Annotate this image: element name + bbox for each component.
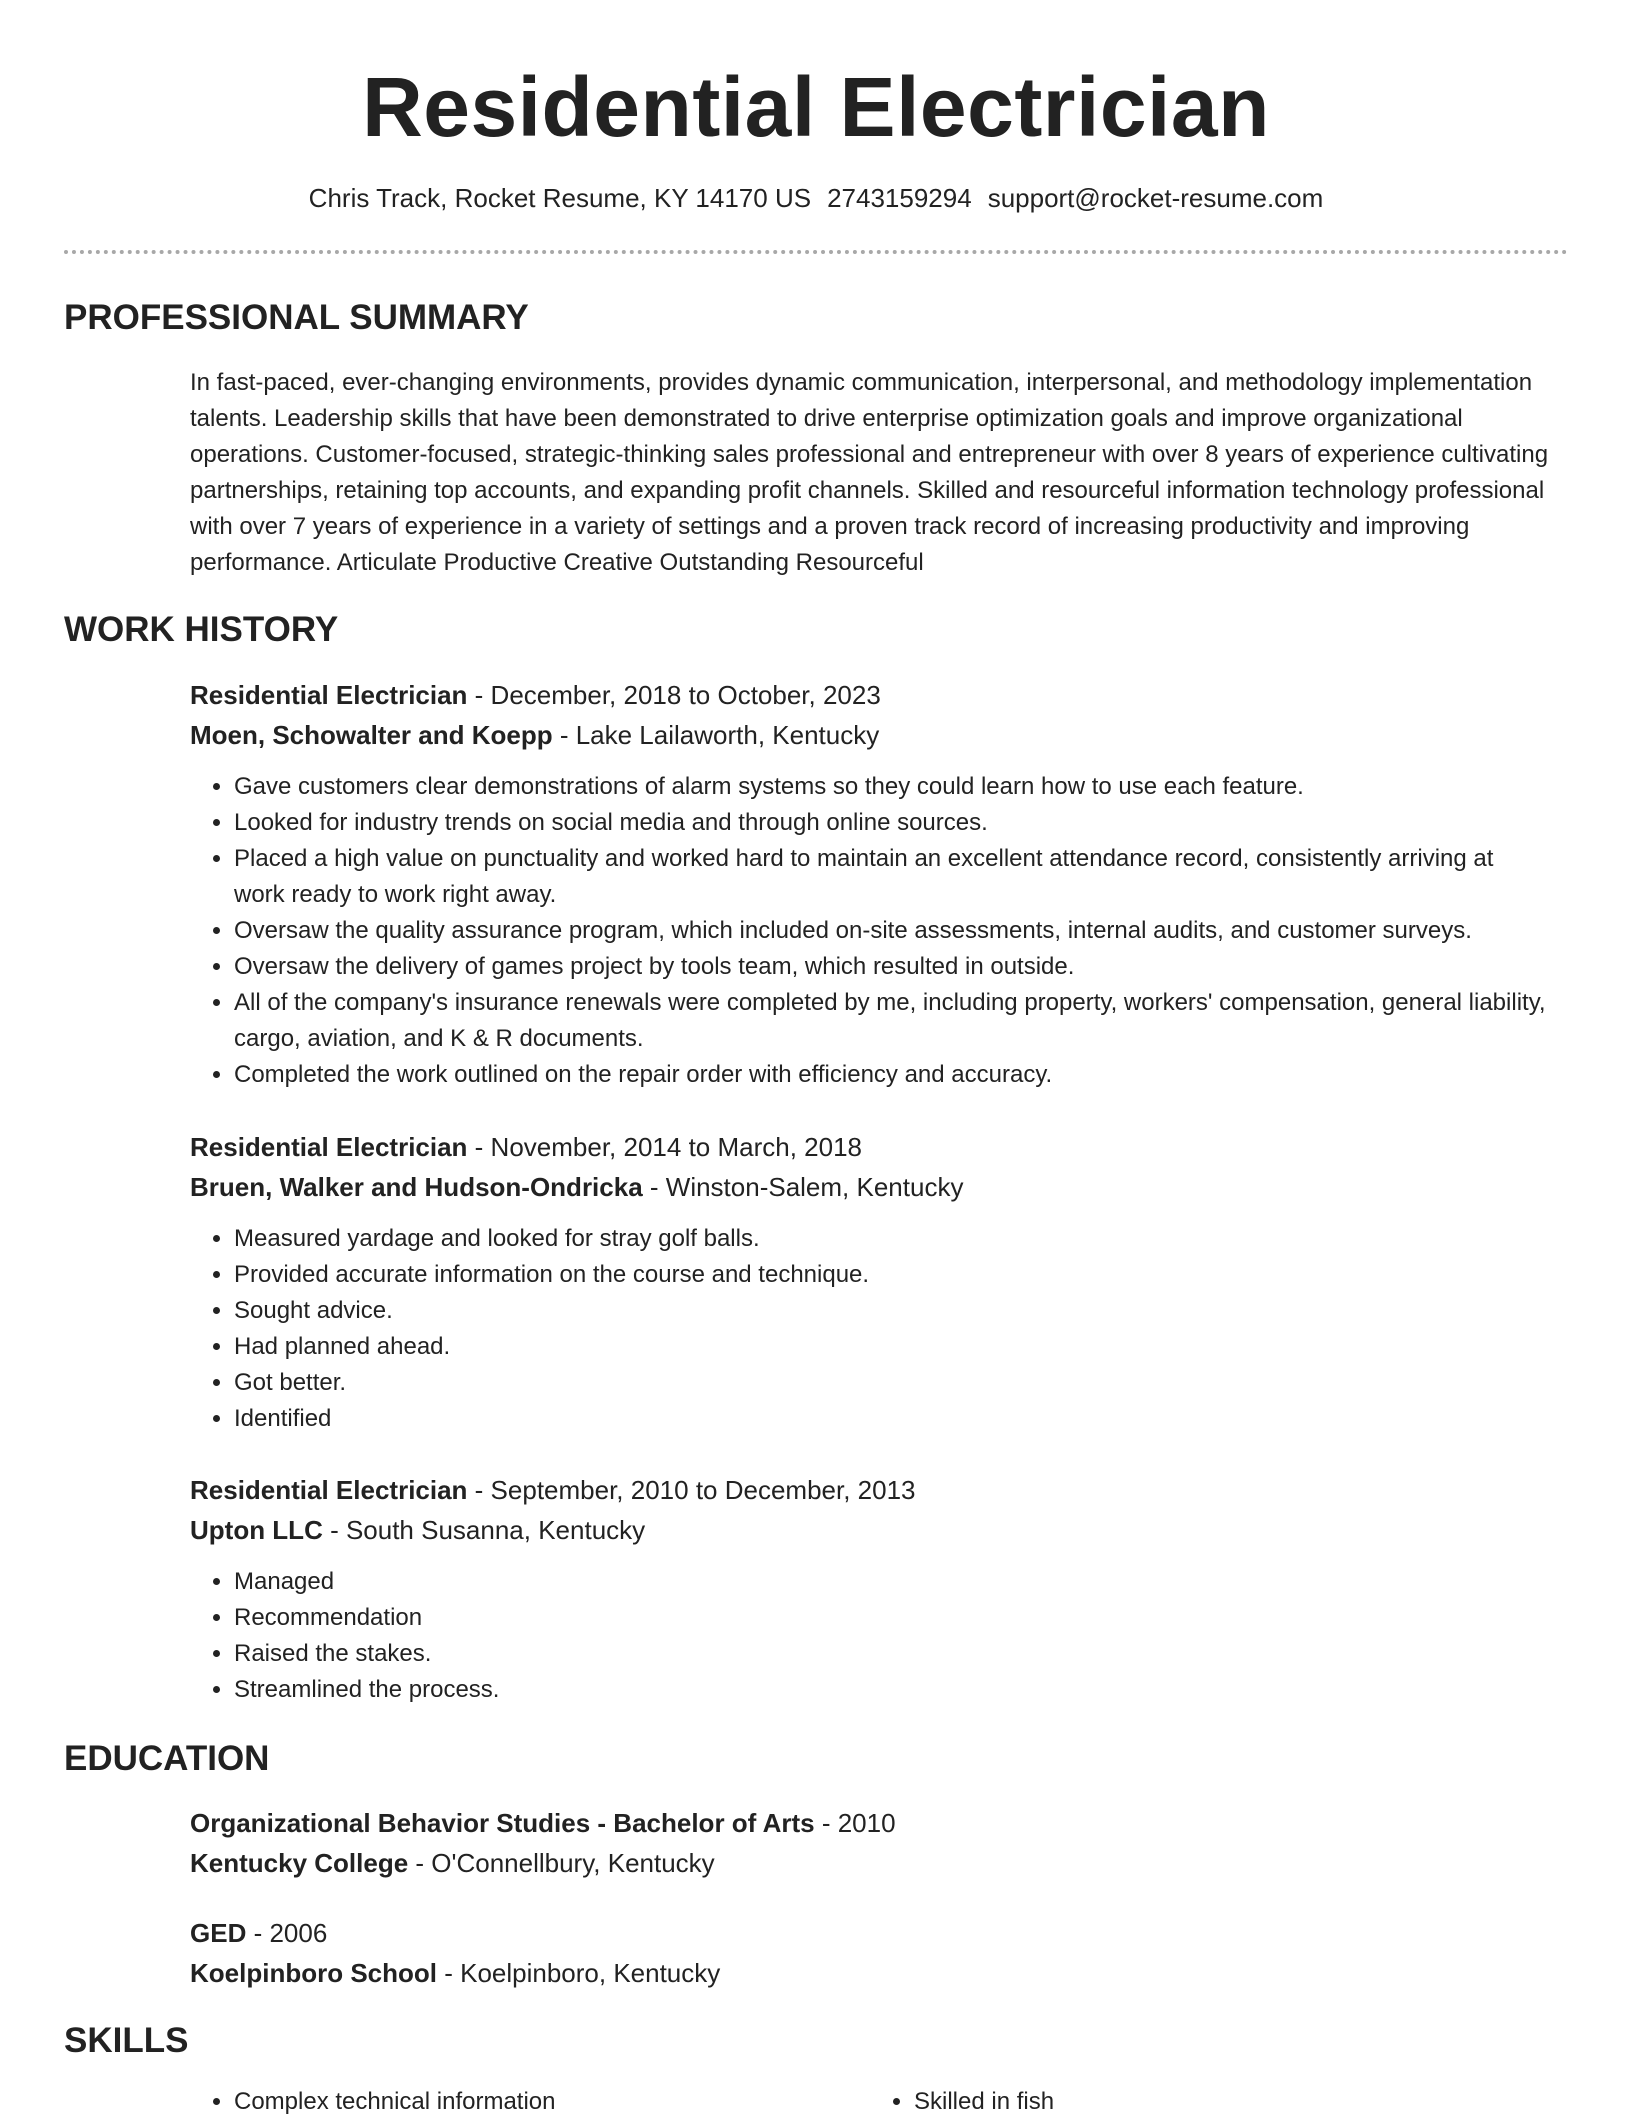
contact-line [0, 178, 1632, 218]
job-location: - Lake Lailaworth, Kentucky [552, 720, 880, 750]
job-entry [190, 1127, 1550, 1437]
education-school: Koelpinboro School [190, 1958, 437, 1988]
job-bullet: • Raised the stakes. [234, 1636, 1550, 1672]
education-heading: EDUCATION [64, 1739, 270, 1778]
education-school-line [190, 1843, 1550, 1883]
job-bullets [190, 1221, 1550, 1437]
job-title-line [190, 1127, 1550, 1167]
education-entry [190, 1803, 1550, 1883]
job-title: Residential Electrician [190, 1475, 468, 1505]
job-bullet: • Had planned ahead. [234, 1329, 1550, 1365]
education-degree-line [190, 1913, 1550, 1953]
job-title-line [190, 675, 1550, 715]
skill-item: • Skilled in fish [914, 2084, 1510, 2120]
job-bullet: • All of the company's insurance renewals were completed by me, including property, workers' compensation, general liability, cargo, aviation, and K & R documents. [234, 985, 1550, 1057]
job-company-line [190, 1510, 1550, 1550]
job-title-line [190, 1470, 1550, 1510]
job-bullet: • Oversaw the delivery of games project by tools team, which resulted in outside. [234, 949, 1550, 985]
education-location: - O'Connellbury, Kentucky [408, 1848, 715, 1878]
education-school: Kentucky College [190, 1848, 409, 1878]
job-company: Bruen, Walker and Hudson-Ondricka [190, 1172, 643, 1202]
job-entry [190, 675, 1550, 1093]
job-bullet: • Looked for industry trends on social media and through online sources. [234, 805, 1550, 841]
job-dates: - November, 2014 to March, 2018 [467, 1132, 862, 1162]
job-location: - South Susanna, Kentucky [322, 1515, 646, 1545]
contact-address: Chris Track, Rocket Resume, KY 14170 US [308, 183, 812, 213]
job-bullet: • Provided accurate information on the course and technique. [234, 1257, 1550, 1293]
skills-heading: SKILLS [64, 2021, 189, 2060]
header-divider [64, 250, 1568, 254]
job-dates: - December, 2018 to October, 2023 [467, 680, 881, 710]
education-degree: GED [190, 1918, 247, 1948]
job-bullet: • Measured yardage and looked for stray golf balls. [234, 1221, 1550, 1257]
job-bullet: • Oversaw the quality assurance program, which included on-site assessments, internal audits, and customer surveys. [234, 913, 1550, 949]
job-bullet: • Managed [234, 1564, 1550, 1600]
contact-email: support@rocket-resume.com [987, 183, 1324, 213]
job-title: Residential Electrician [190, 680, 468, 710]
job-bullet: • Streamlined the process. [234, 1672, 1550, 1708]
job-bullet: • Sought advice. [234, 1293, 1550, 1329]
job-company: Moen, Schowalter and Koepp [190, 720, 553, 750]
job-bullet: • Completed the work outlined on the repair order with efficiency and accuracy. [234, 1057, 1550, 1093]
job-entry [190, 1470, 1550, 1708]
job-company-line [190, 715, 1550, 755]
job-bullet: • Identified [234, 1401, 1550, 1437]
contact-phone: 2743159294 [827, 183, 972, 213]
job-bullet: • Gave customers clear demonstrations of alarm systems so they could learn how to use each feature. [234, 769, 1550, 805]
summary-text: In fast-paced, ever-changing environments, provides dynamic communication, interpersonal, and methodology implementation talents. Leadership skills that have been demonstrated to drive enterprise optimization goals and improve organizational operations. Customer-focused, strategic-thinking sales professional and entrepreneur with over 8 years of experience cultivating partnerships, retaining top accounts, and expanding profit channels. Skilled and resourceful information technology professional with over 7 years of experience in a variety of settings and a proven track record of increasing productivity and improving performance. Articulate Productive Creative Outstanding Resourceful [190, 369, 1549, 576]
education-year: - 2010 [814, 1808, 896, 1838]
education-degree-line [190, 1803, 1550, 1843]
job-bullet: • Placed a high value on punctuality and worked hard to maintain an excellent attendance record, consistently arriving at work ready to work right away. [234, 841, 1550, 913]
education-year: - 2006 [246, 1918, 328, 1948]
resume-title: Residential Electrician [362, 60, 1270, 154]
job-bullets [190, 769, 1550, 1093]
job-company-line [190, 1167, 1550, 1207]
job-bullet: • Recommendation [234, 1600, 1550, 1636]
job-bullet: • Got better. [234, 1365, 1550, 1401]
job-bullets [190, 1564, 1550, 1708]
skill-item: • Complex technical information [234, 2084, 830, 2120]
skills-column-left [190, 2084, 830, 2120]
job-location: - Winston-Salem, Kentucky [642, 1172, 964, 1202]
job-title: Residential Electrician [190, 1132, 468, 1162]
skills-column-right [870, 2084, 1510, 2120]
education-entry [190, 1913, 1550, 1993]
summary-heading: PROFESSIONAL SUMMARY [64, 298, 529, 337]
education-location: - Koelpinboro, Kentucky [437, 1958, 721, 1988]
education-degree: Organizational Behavior Studies - Bachelor of Arts [190, 1808, 815, 1838]
education-school-line [190, 1953, 1550, 1993]
job-company: Upton LLC [190, 1515, 323, 1545]
job-dates: - September, 2010 to December, 2013 [467, 1475, 916, 1505]
work-history-heading: WORK HISTORY [64, 610, 339, 649]
